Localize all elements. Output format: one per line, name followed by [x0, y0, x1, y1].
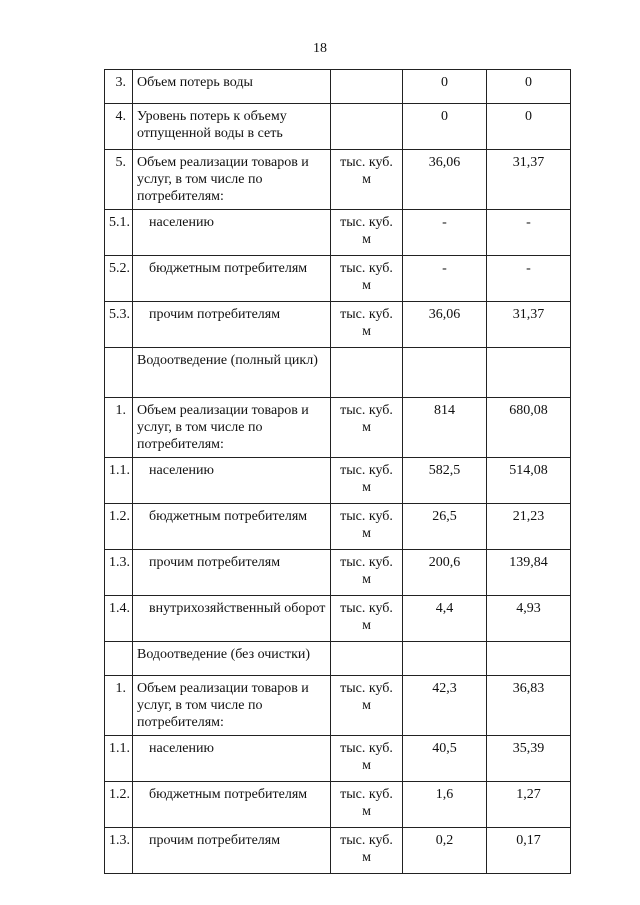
row-number: 1.4.: [105, 596, 133, 642]
table-row: [105, 70, 571, 104]
row-number: 1.3.: [105, 550, 133, 596]
row-unit: тыс. куб. м: [331, 596, 403, 642]
row-unit: тыс. куб. м: [331, 782, 403, 828]
row-number: [105, 642, 133, 676]
table-row: [105, 104, 571, 150]
row-number: [105, 348, 133, 398]
row-unit: тыс. куб. м: [331, 458, 403, 504]
row-unit: тыс. куб. м: [331, 256, 403, 302]
row-number: 1.1.: [105, 458, 133, 504]
row-unit: тыс. куб. м: [331, 736, 403, 782]
row-number: 1.3.: [105, 828, 133, 874]
row-unit: тыс. куб. м: [331, 504, 403, 550]
row-name: Объем потерь воды: [133, 70, 331, 104]
row-unit: тыс. куб. м: [331, 150, 403, 210]
row-value-1: 36,06: [403, 302, 487, 348]
row-value-2: 21,23: [487, 504, 571, 550]
row-name: населению: [133, 458, 331, 504]
row-value-1: 4,4: [403, 596, 487, 642]
row-value-2: 0,17: [487, 828, 571, 874]
table-row: [105, 256, 571, 302]
row-value-2: 0: [487, 70, 571, 104]
row-number: 1.: [105, 676, 133, 736]
row-value-2: 514,08: [487, 458, 571, 504]
row-unit: тыс. куб. м: [331, 550, 403, 596]
row-name: Объем реализации товаров и услуг, в том числе по потребителям:: [133, 398, 331, 458]
row-unit: тыс. куб. м: [331, 302, 403, 348]
row-number: 4.: [105, 104, 133, 150]
table-row: [105, 676, 571, 736]
row-number: 1.1.: [105, 736, 133, 782]
row-name: внутрихозяйственный оборот: [133, 596, 331, 642]
row-value-2: -: [487, 210, 571, 256]
table-row: [105, 458, 571, 504]
row-value-1: 26,5: [403, 504, 487, 550]
row-value-2: 680,08: [487, 398, 571, 458]
row-number: 1.2.: [105, 782, 133, 828]
row-value-1: [403, 642, 487, 676]
table-row: [105, 210, 571, 256]
row-value-1: 582,5: [403, 458, 487, 504]
row-value-2: 0: [487, 104, 571, 150]
row-value-1: 0,2: [403, 828, 487, 874]
row-value-2: 31,37: [487, 150, 571, 210]
row-name: Водоотведение (полный цикл): [133, 348, 331, 398]
table-row: [105, 302, 571, 348]
row-unit: тыс. куб. м: [331, 828, 403, 874]
row-value-2: 36,83: [487, 676, 571, 736]
row-value-1: 0: [403, 70, 487, 104]
row-value-2: 1,27: [487, 782, 571, 828]
row-unit: [331, 642, 403, 676]
row-name: населению: [133, 210, 331, 256]
row-value-1: 40,5: [403, 736, 487, 782]
table-row: [105, 642, 571, 676]
table-row: [105, 782, 571, 828]
row-name: Уровень потерь к объему отпущенной воды в сеть: [133, 104, 331, 150]
row-name: населению: [133, 736, 331, 782]
row-number: 5.: [105, 150, 133, 210]
row-name: прочим потребителям: [133, 550, 331, 596]
row-name: Объем реализации товаров и услуг, в том числе по потребителям:: [133, 676, 331, 736]
table-row: [105, 504, 571, 550]
row-unit: тыс. куб. м: [331, 676, 403, 736]
row-number: 5.3.: [105, 302, 133, 348]
row-unit: тыс. куб. м: [331, 398, 403, 458]
table-body: [105, 70, 571, 874]
row-name: прочим потребителям: [133, 302, 331, 348]
row-value-2: 35,39: [487, 736, 571, 782]
table-row: [105, 736, 571, 782]
row-value-1: 200,6: [403, 550, 487, 596]
row-name: прочим потребителям: [133, 828, 331, 874]
row-value-1: 0: [403, 104, 487, 150]
row-value-2: [487, 348, 571, 398]
row-number: 5.2.: [105, 256, 133, 302]
row-value-2: 4,93: [487, 596, 571, 642]
table-row: [105, 596, 571, 642]
row-name: Объем реализации товаров и услуг, в том числе по потребителям:: [133, 150, 331, 210]
row-name: Водоотведение (без очистки): [133, 642, 331, 676]
row-value-1: 814: [403, 398, 487, 458]
row-number: 1.2.: [105, 504, 133, 550]
table-row: [105, 150, 571, 210]
row-name: бюджетным потребителям: [133, 782, 331, 828]
row-number: 1.: [105, 398, 133, 458]
row-unit: [331, 70, 403, 104]
table-row: [105, 550, 571, 596]
table-row: [105, 348, 571, 398]
row-unit: [331, 348, 403, 398]
row-unit: [331, 104, 403, 150]
row-value-1: 1,6: [403, 782, 487, 828]
row-value-2: 139,84: [487, 550, 571, 596]
row-value-2: [487, 642, 571, 676]
row-number: 3.: [105, 70, 133, 104]
row-value-1: -: [403, 256, 487, 302]
row-value-1: [403, 348, 487, 398]
row-value-2: -: [487, 256, 571, 302]
row-unit: тыс. куб. м: [331, 210, 403, 256]
row-name: бюджетным потребителям: [133, 256, 331, 302]
row-value-2: 31,37: [487, 302, 571, 348]
page-number: 18: [313, 41, 327, 56]
indicators-table: [104, 69, 571, 874]
row-name: бюджетным потребителям: [133, 504, 331, 550]
table-row: [105, 828, 571, 874]
row-value-1: -: [403, 210, 487, 256]
row-number: 5.1.: [105, 210, 133, 256]
table-row: [105, 398, 571, 458]
row-value-1: 42,3: [403, 676, 487, 736]
row-value-1: 36,06: [403, 150, 487, 210]
